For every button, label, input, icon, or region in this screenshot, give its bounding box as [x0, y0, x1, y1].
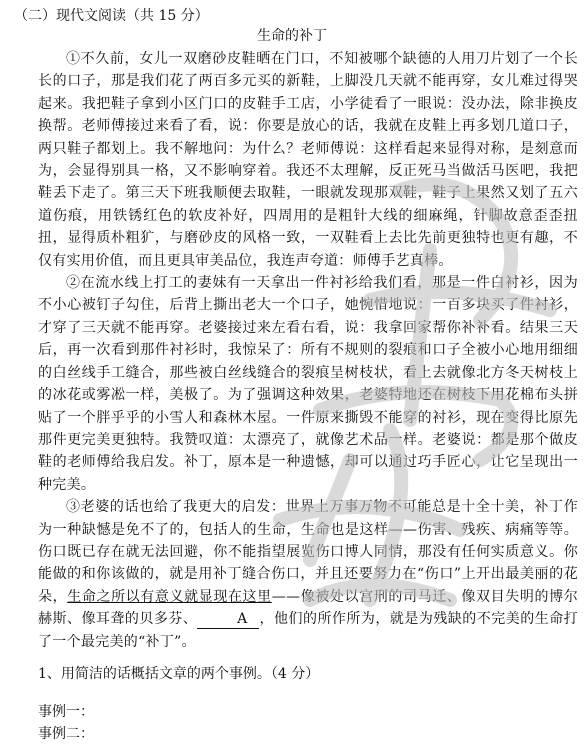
section-heading: （二）现代文阅读（共 15 分） [14, 8, 209, 24]
article-title: 生命的补丁 [257, 28, 327, 44]
paragraph-2: ②在流水线上打工的妻妹有一天拿出一件衬衫给我们看，那是一件白衬衫，因为不小心被钉子勾住，后背上撕出老大一个口子，她惋惜地说：一百多块买了件衬衫，才穿了三天就不能再穿。老婆接过来左看右看，说：我拿回家帮你补补看。结果三天后，再一次看到那件衬衫时，我惊呆了：所有不规则的裂痕和口子全被小心地用细细的白丝线手工缝合，那些被白丝线缝合的裂痕呈树枝状，看上去就像北方冬天树枝上的冰花或雾凇一样，美极了。为了强调这种效果，老婆特地还在树枝下用花棉布头拼贴了一个胖乎乎的小雪人和森林木屋。一件原来撕毁不能穿的衬衫，现在变得比原先那件更完美更独特。我赞叹道：太漂亮了，就像艺术品一样。老婆说：都是那个做皮鞋的老师傅给我启发。补丁，原本是一种遗憾，却可以通过巧手匠心，让它呈现出一种完美。 [38, 275, 578, 493]
paragraph-1: ①不久前，女儿一双磨砂皮鞋晒在门口，不知被哪个缺德的人用刀片划了一个长长的口子，那是我们花了两百多元买的新鞋，上脚没几天就不能再穿，女儿难过得哭起来。我把鞋子拿到小区门口的皮鞋手工店，小学徒看了一眼说：没办法，除非换皮换帮。老师傅接过来看了看，说：你要是放心的话，我就在皮鞋上再多划几道口子，两只鞋子都划上。我不解地问：为什么？老师傅说：这样看起来显得对称，是刻意而为，会显得别具一格，又不影响穿着。我还不太理解，反正死马当做活马医吧，我把鞋丢下走了。第三天下班我顺便去取鞋，一眼就发现那双鞋，鞋子上果然又划了五六道伤痕，用铁锈红色的软皮补好，四周用的是粗针大线的细麻绳，针脚故意歪歪扭扭，显得质朴粗犷，与磨砂皮的风格一致，一双鞋看上去比先前更独特也更有趣，不仅有实用价值，而且更具审美品位，我连声夸道：师傅手艺真棒。 [38, 51, 578, 269]
article-body [38, 48, 578, 653]
question-1: 1、用简洁的话概括文章的两个事例。（4 分） [38, 666, 320, 682]
paragraph-3 [38, 496, 578, 653]
fill-in-blank-a: A [197, 610, 259, 629]
paragraph-3-part-1: ③老婆的话也给了我更大的启发：世界上万事万物不可能总是十全十美，补丁作为一种缺憾是免不了的，包括人的生命，生命也是这样——伤害、残疾、病痛等等。伤口既已存在就无法回避，你不能指望展览伤口博人同情，那没有任何实质意义。你能做的和你该做的，就是用补丁缝合伤口，并且还要努力在“伤口”上开出最美丽的花朵， [38, 499, 578, 605]
paragraph-3-part-3: ，他们的所作所为，就是为残缺的不完美的生命打了一个最完美的“补丁”。 [38, 611, 578, 650]
answer-example-1: 事例一： [38, 704, 94, 720]
underlined-sentence: 生命之所以有意义就显现在这里 [67, 588, 272, 605]
paragraph-3-part-2: ——像被处以宫刑的司马迁、像双目失明的博尔赫斯、像耳聋的贝多芬、 [38, 588, 578, 628]
answer-example-2: 事例二： [38, 726, 94, 742]
